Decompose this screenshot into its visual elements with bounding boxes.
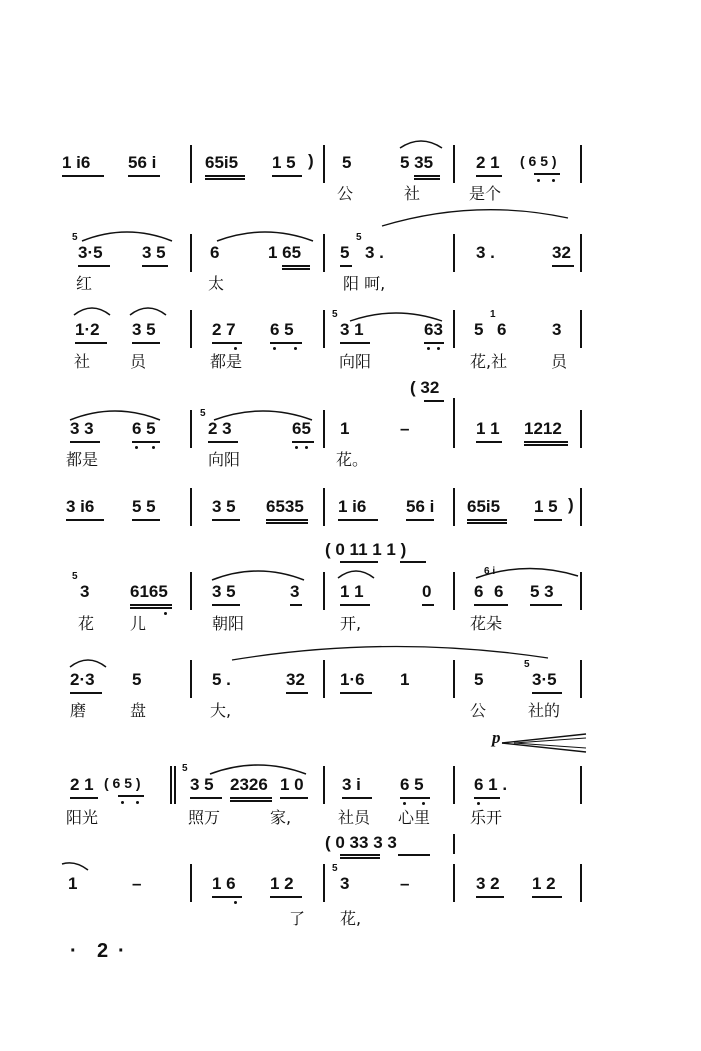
beam	[467, 522, 507, 524]
low-dot	[273, 347, 276, 350]
beam	[340, 265, 352, 267]
notes-m2c: 1 0	[280, 775, 304, 794]
beam	[118, 795, 144, 797]
beam	[70, 441, 100, 443]
notes-m1a: 1·2	[75, 320, 100, 339]
barline	[580, 145, 582, 183]
lyric: 向阳	[208, 450, 241, 469]
barline	[453, 766, 455, 804]
beam	[290, 604, 302, 606]
notes-m3a: 5	[340, 243, 350, 262]
beam	[340, 604, 370, 606]
slur	[80, 225, 175, 243]
notes-m2b: 65	[292, 419, 311, 438]
notes-m1a: 3 i6	[66, 497, 95, 516]
grace-note: 5	[356, 232, 362, 243]
lyric: 花	[78, 614, 95, 633]
lyric: 公	[337, 184, 354, 203]
prefix-bracket: ( 0 33 3 3	[325, 833, 397, 852]
notes-m2b: 1 2	[270, 874, 294, 893]
notes-m4a: 65i5	[467, 497, 501, 516]
grace-note: 5	[72, 232, 78, 243]
notes-m1b: 56 i	[128, 153, 157, 172]
lyric: 阳光	[66, 808, 99, 827]
beam	[398, 854, 430, 856]
slur	[68, 655, 108, 669]
tie-continuation	[60, 860, 90, 874]
slur	[210, 564, 306, 582]
lyric: 朝阳	[212, 614, 245, 633]
notes-m4a: 6	[474, 582, 484, 601]
page-number-value: 2	[97, 940, 109, 962]
barline	[323, 864, 325, 902]
barline	[323, 660, 325, 698]
lyric: 公	[470, 701, 487, 720]
notes-m1a: 3 3	[70, 419, 94, 438]
beam	[132, 342, 160, 344]
beam	[534, 519, 562, 521]
beam	[70, 692, 102, 694]
notes-m4c: 5 3	[530, 582, 554, 601]
notes-m3a: 3 1	[340, 320, 364, 339]
notes-m4a: 3 .	[476, 243, 495, 262]
lyric: 儿	[130, 614, 147, 633]
notes-m2b: 1 65	[268, 243, 302, 262]
beam	[476, 441, 502, 443]
lyric: 开,	[340, 614, 362, 633]
beam	[212, 342, 242, 344]
lyric: 都是	[210, 352, 243, 371]
lyric: 社	[404, 184, 421, 203]
low-dot	[135, 446, 138, 449]
barline	[580, 766, 582, 804]
notes-m4a: 6 1 .	[474, 775, 508, 794]
barline	[580, 488, 582, 526]
beam	[142, 265, 168, 267]
beam	[282, 268, 310, 270]
grace-note: 5	[332, 863, 338, 874]
beam	[266, 519, 308, 521]
notes-m1b: ( 6 5 )	[104, 775, 141, 791]
notes-m2a: 65i5	[205, 153, 239, 172]
barline	[190, 572, 192, 610]
notes-m3a: 1·6	[340, 670, 365, 689]
beam	[212, 519, 240, 521]
beam	[400, 797, 430, 799]
barline	[190, 410, 192, 448]
notes-m1a: 3	[80, 582, 90, 601]
beam	[552, 265, 574, 267]
barline	[453, 488, 455, 526]
notes-m4b: ( 6 5 )	[520, 153, 557, 169]
notes-m4a: 5	[474, 320, 484, 339]
notes-m4a: 2 1	[476, 153, 500, 172]
beam	[340, 342, 370, 344]
beam	[70, 797, 98, 799]
notes-m1a: 2·3	[70, 670, 95, 689]
paren-close: )	[568, 495, 574, 514]
notes-m1a: 2 1	[70, 775, 94, 794]
barline	[190, 488, 192, 526]
beam	[62, 175, 104, 177]
lyric: 心里	[398, 808, 431, 827]
lyric: 花,	[340, 909, 362, 928]
lyric: 红	[76, 274, 93, 293]
beam	[422, 604, 434, 606]
grace-note: 5	[182, 763, 188, 774]
beam	[476, 896, 504, 898]
grace-note: 5	[72, 571, 78, 582]
notes-m1b: –	[132, 874, 142, 893]
low-dot	[552, 179, 555, 182]
notes-m2a: 3 5	[212, 582, 236, 601]
beam	[190, 797, 222, 799]
beam	[292, 441, 314, 443]
notes-m4a: 5	[474, 670, 484, 689]
notes-m3a: 1 i6	[338, 497, 367, 516]
beam	[414, 175, 440, 177]
beam	[130, 607, 172, 609]
beam	[424, 342, 444, 344]
slur	[128, 303, 168, 317]
crescendo-hairpin	[500, 732, 590, 754]
notes-m3b: 0	[422, 582, 432, 601]
notes-m3b: 6 5	[400, 775, 424, 794]
beam	[524, 444, 568, 446]
lyric: 花朵	[470, 614, 503, 633]
lyric: 是个	[469, 184, 502, 203]
notes-m2b: 32	[286, 670, 305, 689]
beam	[270, 896, 302, 898]
notes-m3b: 56 i	[406, 497, 435, 516]
lyric: 乐开	[470, 808, 503, 827]
notes-m1a: 3·5	[78, 243, 103, 262]
notes-m4b: 3·5	[532, 670, 557, 689]
grace-note: 5	[332, 309, 338, 320]
notes-m4a: 1 1	[476, 419, 500, 438]
notes-m4a: 3 2	[476, 874, 500, 893]
lyric: 盘	[130, 701, 147, 720]
beam	[400, 561, 426, 563]
notes-m4b: 6	[494, 582, 504, 601]
page-number-dot-right: ·	[118, 940, 125, 962]
beam	[340, 692, 372, 694]
lyric: 社员	[338, 808, 371, 827]
beam	[208, 441, 238, 443]
barline	[580, 310, 582, 348]
beam	[272, 175, 302, 177]
lyric: 花,社	[470, 352, 508, 371]
notes-m3b: 5 35	[400, 153, 434, 172]
barline	[190, 310, 192, 348]
beam	[530, 604, 562, 606]
notes-m3a: 3 i	[342, 775, 361, 794]
barline	[190, 234, 192, 272]
notes-m4b: 1 2	[532, 874, 556, 893]
notes-m2b: 2326	[230, 775, 268, 794]
beam	[474, 604, 508, 606]
dynamic-mark: p	[492, 728, 501, 747]
notes-m1b: 6165	[130, 582, 168, 601]
beam	[230, 800, 272, 802]
phrase-slur	[380, 206, 570, 230]
barline	[453, 145, 455, 183]
low-dot	[121, 801, 124, 804]
notes-m3b: –	[400, 874, 410, 893]
notes-m1b: 3 5	[142, 243, 166, 262]
notes-m2a: 2 7	[212, 320, 236, 339]
barline	[580, 410, 582, 448]
beam	[132, 519, 160, 521]
beam	[474, 797, 500, 799]
barline	[580, 864, 582, 902]
beam	[205, 178, 245, 180]
beam	[424, 400, 444, 402]
notes-m3a: 1	[340, 419, 350, 438]
beam	[286, 692, 308, 694]
notes-m3a: 5	[342, 153, 352, 172]
barline	[174, 766, 176, 804]
grace-note: 5	[200, 408, 206, 419]
lyric: 了	[289, 909, 306, 928]
lyric: 阳 呵,	[343, 274, 386, 293]
notes-m1b: 3 5	[132, 320, 156, 339]
page-number-dot-left: ·	[70, 940, 77, 962]
beam	[467, 519, 507, 521]
notes-m2a: 1 6	[212, 874, 236, 893]
beam	[340, 854, 380, 856]
low-dot	[537, 179, 540, 182]
notes-m2b: 6 5	[270, 320, 294, 339]
grace-note: 1	[490, 309, 496, 320]
notes-m3a: 3	[340, 874, 350, 893]
notes-m3b: –	[400, 419, 410, 438]
barline	[453, 864, 455, 902]
notes-m4b: 6	[497, 320, 507, 339]
lyric: 都是	[66, 450, 99, 469]
beam	[132, 441, 160, 443]
notes-m1b: 5 5	[132, 497, 156, 516]
beam	[205, 175, 245, 177]
beam	[230, 797, 272, 799]
lyric: 员	[551, 352, 568, 371]
notes-m1b: 6 5	[132, 419, 156, 438]
lyric: 照万	[188, 808, 221, 827]
lyric: 家,	[270, 808, 292, 827]
slur	[215, 225, 315, 243]
beam	[532, 692, 562, 694]
low-dot	[305, 446, 308, 449]
barline	[453, 310, 455, 348]
notes-m4c: 3	[552, 320, 562, 339]
barline	[453, 572, 455, 610]
barline	[323, 766, 325, 804]
lyric: 向阳	[339, 352, 372, 371]
notes-m1a: 1	[68, 874, 78, 893]
lyric: 太	[208, 274, 225, 293]
barline	[323, 572, 325, 610]
lyric: 社	[74, 352, 91, 371]
beam	[78, 265, 110, 267]
low-dot	[294, 347, 297, 350]
beam	[406, 519, 434, 521]
beam	[338, 519, 378, 521]
beam	[532, 896, 562, 898]
slur	[336, 566, 376, 580]
lyric: 花。	[336, 450, 369, 469]
barline	[580, 234, 582, 272]
low-dot	[295, 446, 298, 449]
notes-m2a: 3 5	[190, 775, 214, 794]
barline	[323, 145, 325, 183]
paren-close: )	[308, 151, 314, 170]
beam	[130, 604, 172, 606]
beam	[212, 896, 242, 898]
barline	[580, 660, 582, 698]
notes-m3b: 1	[400, 670, 410, 689]
barline	[580, 572, 582, 610]
lyric: 磨	[70, 701, 87, 720]
notes-m3b: 3 .	[365, 243, 384, 262]
phrase-slur	[230, 640, 550, 662]
beam	[66, 519, 104, 521]
notes-m2b: 1 5	[272, 153, 296, 172]
notes-m3a: 1 1	[340, 582, 364, 601]
low-dot	[234, 901, 237, 904]
notes-m4b: 1 5	[534, 497, 558, 516]
beam	[414, 178, 440, 180]
notes-m1a: 1 i6	[62, 153, 91, 172]
beam	[270, 342, 302, 344]
notes-m2a: 2 3	[208, 419, 232, 438]
prefix-bracket: ( 0 11 1 1 )	[325, 540, 407, 559]
barline	[453, 234, 455, 272]
notes-m2a: 3 5	[212, 497, 236, 516]
slur	[208, 758, 308, 776]
notes-m2a: 5 .	[212, 670, 231, 689]
notes-m1b: 5	[132, 670, 142, 689]
notes-m3b: 63	[424, 320, 443, 339]
barline	[453, 660, 455, 698]
beam	[476, 175, 502, 177]
grace-note: 6 i	[484, 566, 496, 577]
beam	[282, 265, 310, 267]
barline	[190, 145, 192, 183]
low-dot	[136, 801, 139, 804]
barline	[323, 410, 325, 448]
notes-m4b: 1212	[524, 419, 562, 438]
beam	[340, 561, 378, 563]
notes-m2b: 3	[290, 582, 300, 601]
barline	[323, 234, 325, 272]
beam	[534, 173, 560, 175]
barline	[453, 410, 455, 448]
barline	[323, 488, 325, 526]
low-dot	[437, 347, 440, 350]
notes-m2a: 6	[210, 243, 220, 262]
lyric: 大,	[210, 701, 232, 720]
notes-m4b: 32	[552, 243, 571, 262]
barline	[323, 310, 325, 348]
barline	[190, 864, 192, 902]
grace-note: 5	[524, 659, 530, 670]
beam	[212, 604, 240, 606]
slur	[398, 136, 444, 150]
low-dot	[427, 347, 430, 350]
beam	[128, 175, 160, 177]
barline	[453, 834, 455, 854]
low-dot	[164, 612, 167, 615]
barline	[190, 660, 192, 698]
beam	[75, 342, 107, 344]
beam	[342, 797, 372, 799]
lyric: 社的	[528, 701, 561, 720]
beam	[524, 441, 568, 443]
beam	[280, 797, 308, 799]
beam	[266, 522, 308, 524]
notes-m2b: 6535	[266, 497, 304, 516]
prefix-bracket: ( 32	[410, 378, 440, 397]
slur	[72, 303, 112, 317]
beam	[340, 857, 380, 859]
lyric: 员	[130, 352, 147, 371]
low-dot	[152, 446, 155, 449]
barline	[170, 766, 172, 804]
